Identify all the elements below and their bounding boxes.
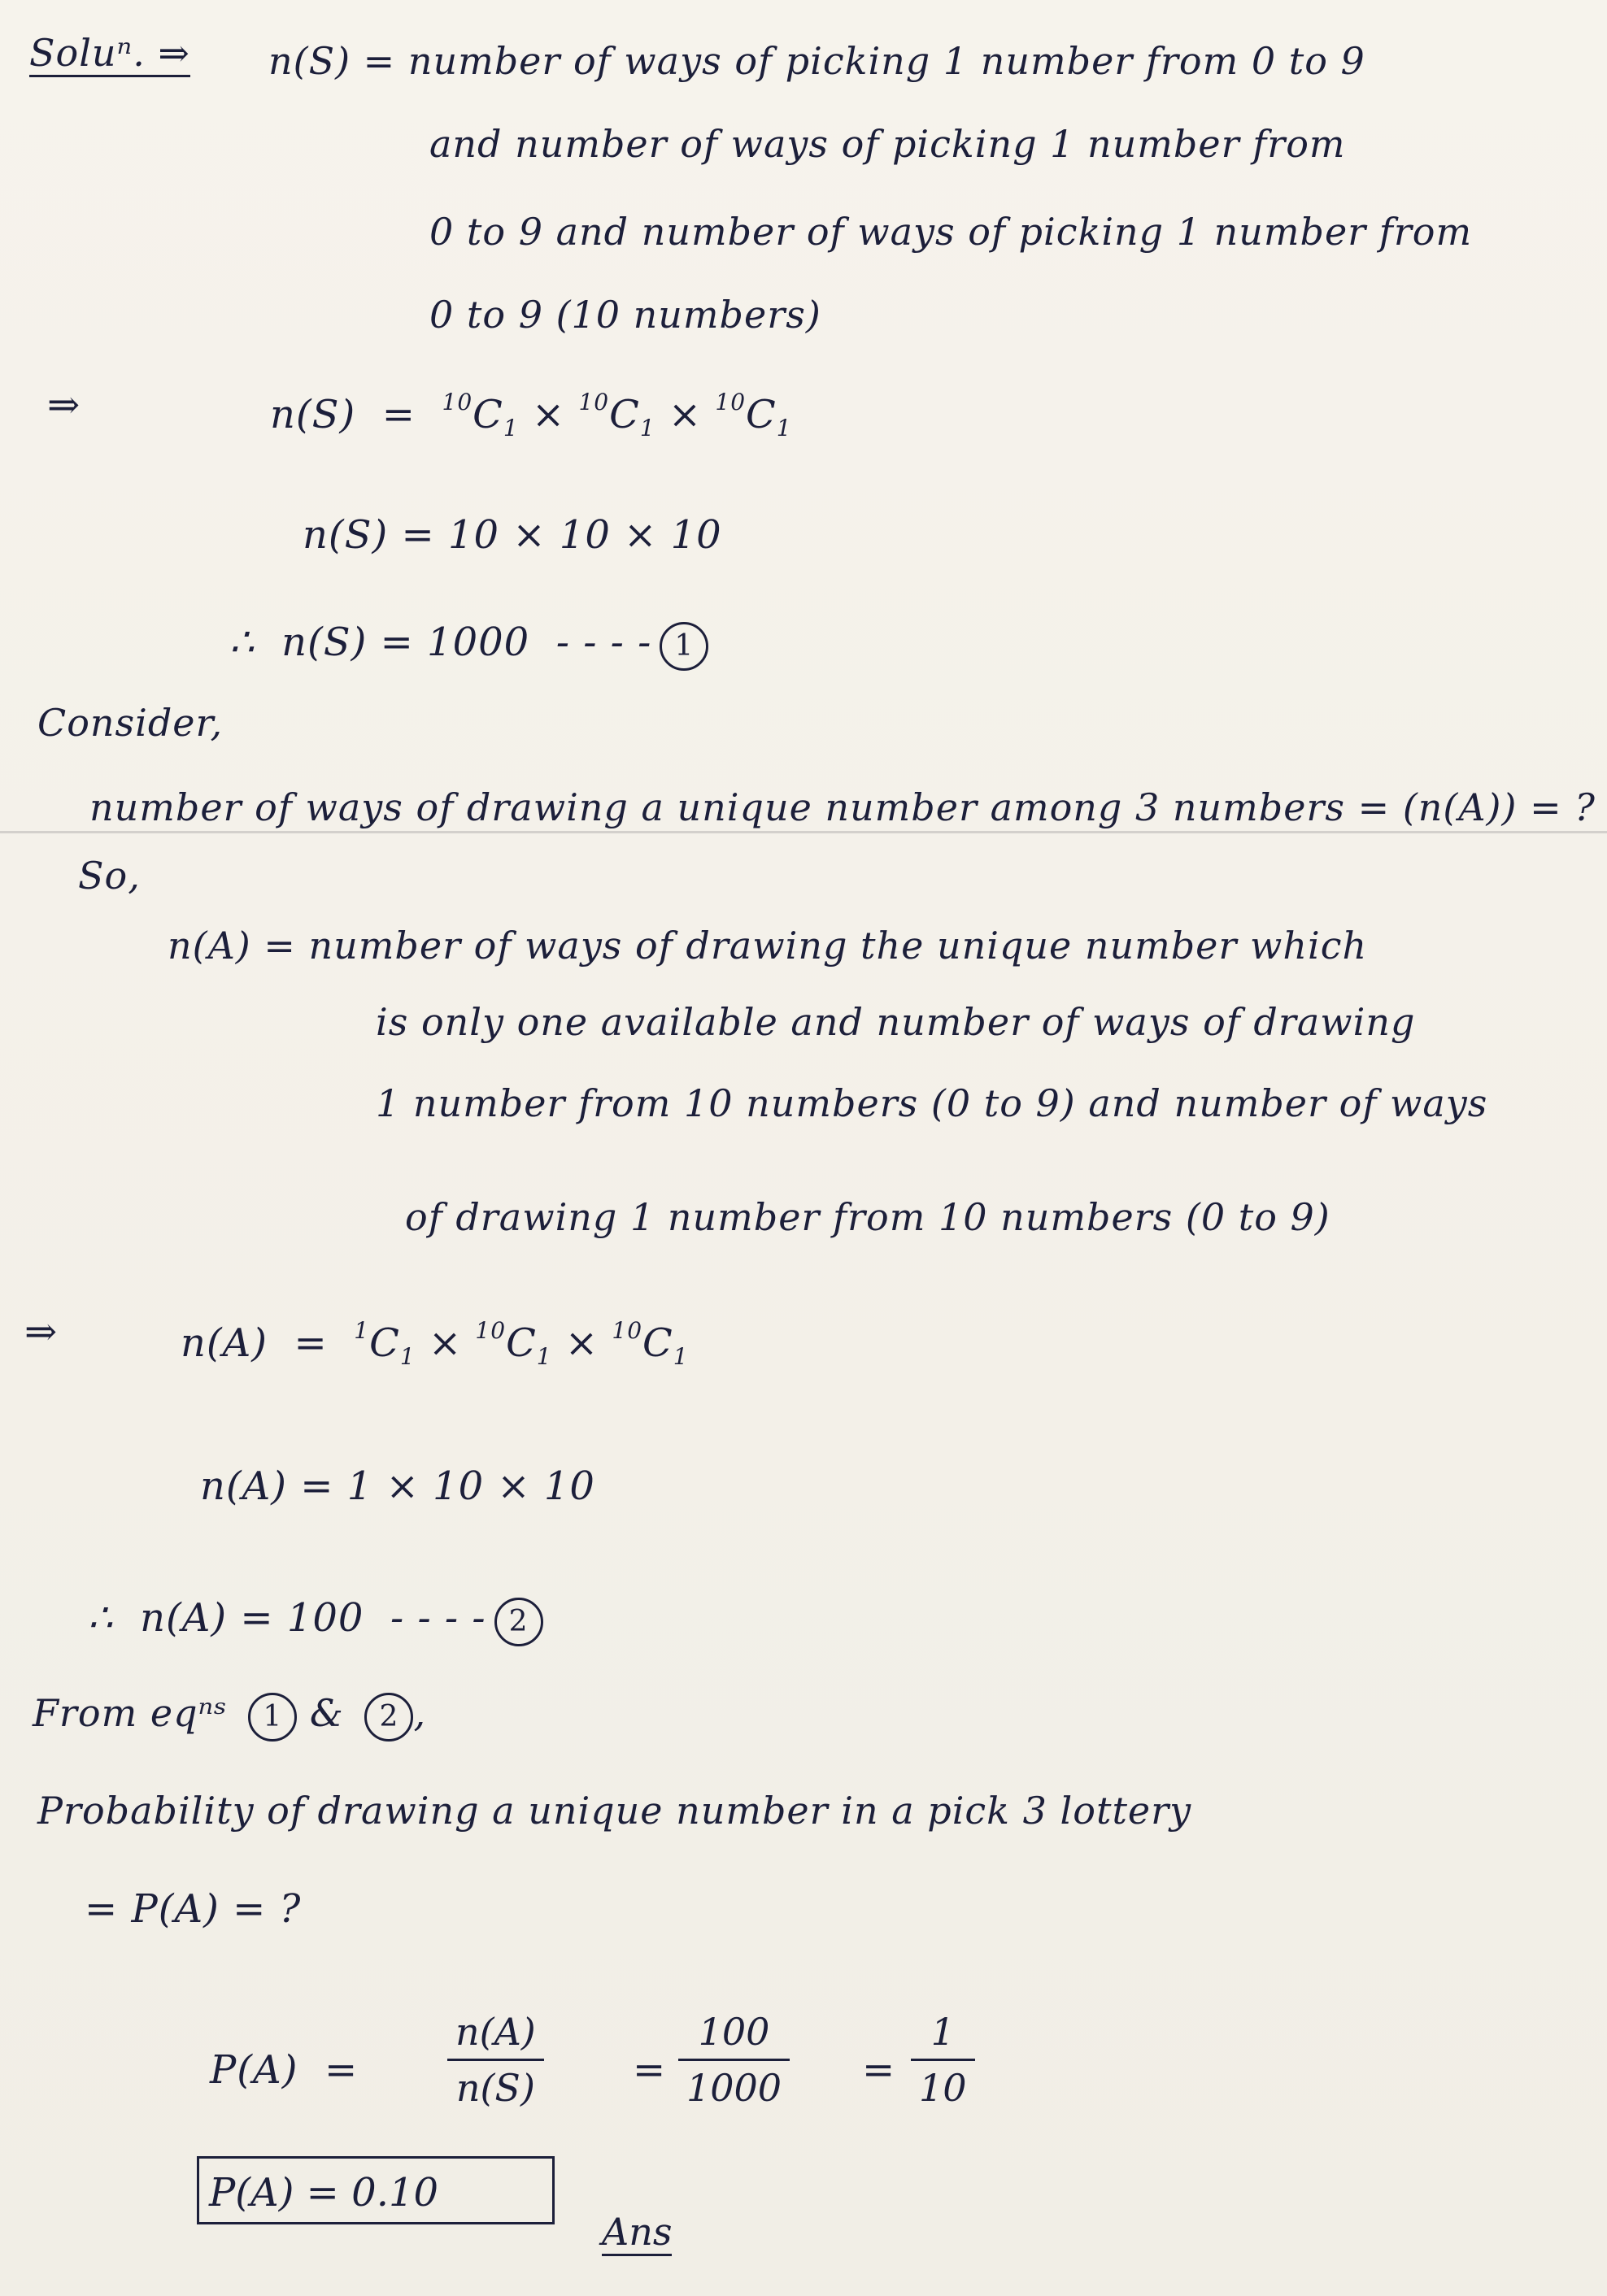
na-combination-eq: $n(A) = ^1C_1 \times ^{10}C_1 \times ^{10}C_1$ <box>181 1317 689 1370</box>
page-fold-line <box>0 831 1607 833</box>
ns-definition-line-4: 0 to 9 (10 numbers) <box>429 293 821 337</box>
equals-sign-2: = <box>633 2047 667 2093</box>
na-product-eq: n(A) = 1 × 10 × 10 <box>200 1463 595 1509</box>
consider-question: number of ways of drawing a unique number among 3 numbers = (n(A)) = ? <box>89 785 1596 829</box>
ns-definition-line-3: 0 to 9 and number of ways of picking 1 number from <box>429 210 1473 254</box>
pa-unknown-eq: = P(A) = ? <box>85 1886 302 1932</box>
na-definition-line-4: of drawing 1 number from 10 numbers (0 to 9) <box>405 1195 1330 1239</box>
na-definition-line-3: 1 number from 10 numbers (0 to 9) and number of ways <box>376 1081 1488 1125</box>
consider-label: Consider, <box>37 701 224 745</box>
probability-statement: Probability of drawing a unique number in a pick 3 lottery <box>37 1789 1192 1833</box>
final-answer-box: P(A) = 0.10 <box>197 2156 555 2224</box>
equals-sign-3: = <box>862 2047 896 2093</box>
solution-label: Soluⁿ. ⇒ <box>29 31 190 75</box>
fraction-100-over-1000: 100 1000 <box>678 2010 790 2110</box>
implies-arrow: ⇒ <box>47 382 81 428</box>
na-definition-line-1: n(A) = number of ways of drawing the unique number which <box>168 924 1368 968</box>
ans-label: Ans <box>602 2210 672 2256</box>
fraction-na-over-ns: n(A) n(S) <box>447 2010 544 2110</box>
ns-result-eq: ∴ n(S) = 1000 - - - - 1 <box>229 620 708 671</box>
ns-definition-line-2: and number of ways of picking 1 number from <box>429 122 1346 166</box>
ns-combination-eq: $n(S) = ^{10}C_1 \times ^{10}C_1 \times ^{10}C_1$ <box>270 389 792 441</box>
ns-product-eq: n(S) = 10 × 10 × 10 <box>303 512 722 558</box>
so-label: So, <box>78 854 141 898</box>
fraction-1-over-10: 1 10 <box>911 2010 975 2110</box>
na-result-eq: ∴ n(A) = 100 - - - - 2 <box>88 1595 543 1646</box>
na-definition-line-2: is only one available and number of ways of drawing <box>376 1000 1416 1044</box>
implies-arrow-2: ⇒ <box>24 1309 59 1355</box>
pa-lhs: P(A) = <box>210 2047 359 2093</box>
from-eqns-line: From eqⁿˢ 1 & 2 , <box>33 1691 426 1742</box>
ns-definition-line-1: n(S) = number of ways of picking 1 number from 0 to 9 <box>268 39 1365 83</box>
